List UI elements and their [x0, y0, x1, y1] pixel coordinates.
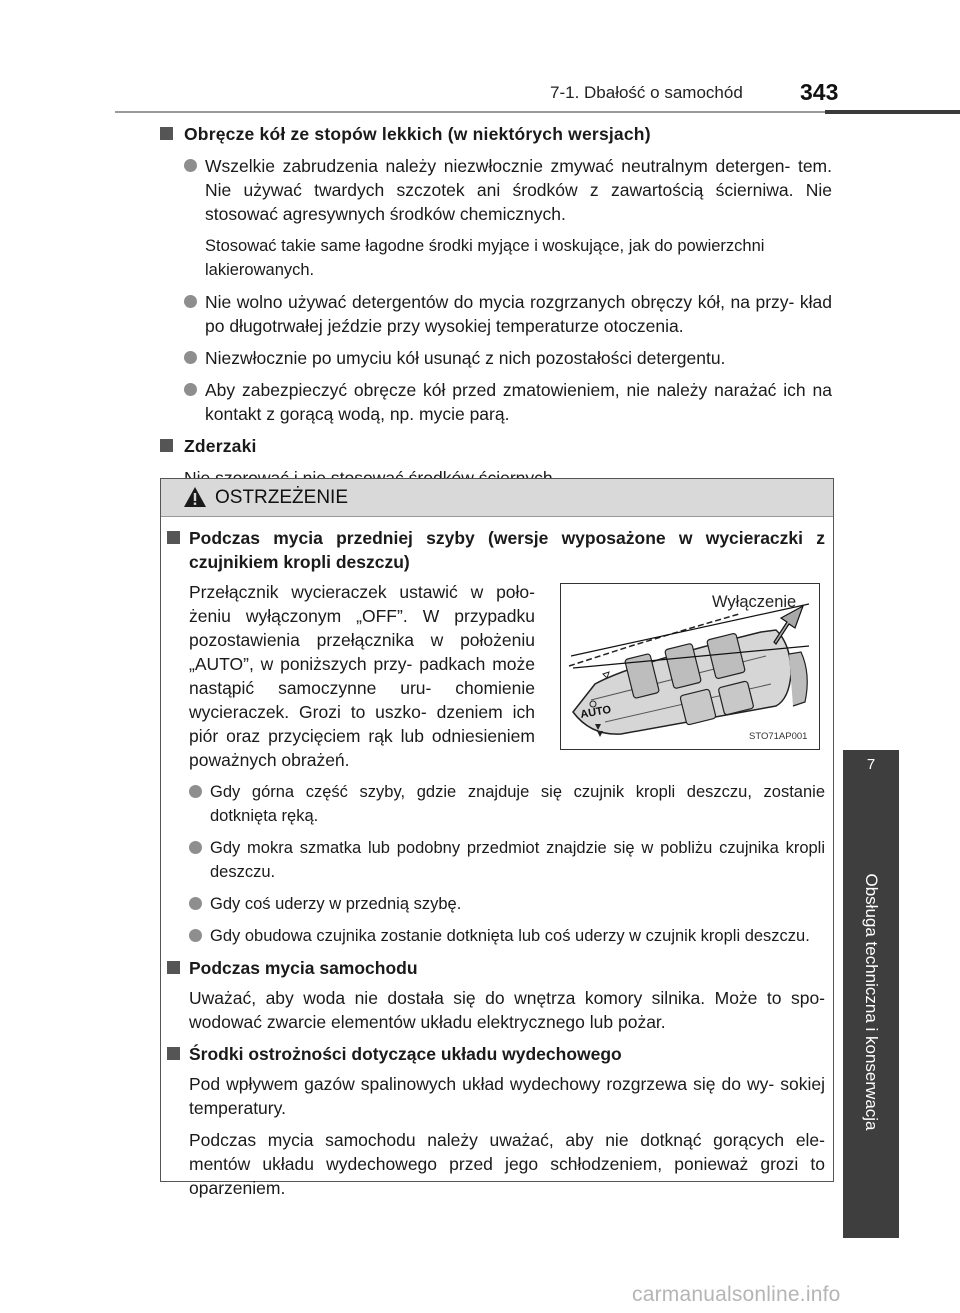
washing-text: Uważać, aby woda nie dostała się do wnętrza komory silnika. Może to spo- wodować zwarcie elementów układu elektrycznego lub pożar.	[189, 988, 825, 1032]
warning-heading-washing: Podczas mycia samochodu	[165, 956, 825, 980]
header-rule	[115, 111, 825, 113]
square-bullet-icon	[167, 961, 180, 974]
section-title: 7-1. Dbałość o samochód	[550, 83, 743, 102]
list-item: Aby zabezpieczyć obręcze kół przed zmatowieniem, nie należy narażać ich na kontakt z gorącą wodą, np. mycie parą.	[160, 378, 832, 426]
windshield-intro: Przełącznik wycieraczek ustawić w poło- żeniu wyłączonym „OFF”. W przypadku pozostawienia przełącznika w położeniu „AUTO”, w poniższych przy- padkach może nastąpić samoczynne uru- chomienie wycieraczek. Grozi to uszko- dzeniem ich piór oraz przycięciem rąk lub odniesieniem poważnych obrażeń.	[189, 582, 535, 770]
list-item: Gdy mokra szmatka lub podobny przedmiot znajdzie się w pobliżu czujnika kropli deszczu.	[165, 836, 825, 884]
page-number: 343	[800, 79, 839, 105]
exhaust-text-2: Podczas mycia samochodu należy uważać, aby nie dotknąć gorących ele- mentów układu wydechowego przed jego schłodzeniem, ponieważ grozi to oparzeniem.	[189, 1130, 825, 1198]
circle-bullet-icon	[189, 897, 202, 910]
warning-icon	[183, 486, 207, 508]
square-bullet-icon	[160, 439, 173, 452]
circle-bullet-icon	[184, 383, 197, 396]
list-item: Wszelkie zabrudzenia należy niezwłocznie zmywać neutralnym detergen- tem. Nie używać twardych szczotek ani środków z zawartością ścierniwa. Nie stosować agresywnych środków chemicznych.	[160, 154, 832, 226]
circle-bullet-icon	[184, 295, 197, 308]
circle-bullet-icon	[189, 785, 202, 798]
warning-title: OSTRZEŻENIE	[215, 487, 349, 508]
wiper-switch-figure	[560, 583, 820, 750]
warning-heading-windshield: Podczas mycia przedniej szyby (wersje wyposażone w wycieraczki z czujnikiem kropli deszczu)	[165, 526, 825, 574]
warning-title-bar	[161, 479, 833, 517]
list-item: Gdy coś uderzy w przednią szybę.	[165, 892, 825, 916]
list-item: Nie wolno używać detergentów do mycia rozgrzanych obręczy kół, na przy- kład po długotrwałej jeździe przy wysokiej temperaturze otoczenia.	[160, 290, 832, 338]
circle-bullet-icon	[184, 159, 197, 172]
main-content	[160, 122, 832, 498]
figure-code: STO71AP001	[749, 731, 808, 742]
section-heading-bumpers: Zderzaki	[160, 434, 832, 458]
square-bullet-icon	[160, 127, 173, 140]
figure-label-off: Wyłączenie	[712, 593, 797, 611]
square-bullet-icon	[167, 531, 180, 544]
circle-bullet-icon	[184, 351, 197, 364]
page-header	[0, 0, 960, 120]
circle-bullet-icon	[189, 841, 202, 854]
auto-label-text: AUTO	[579, 703, 613, 721]
circle-bullet-icon	[189, 929, 202, 942]
header-rule-accent	[825, 110, 960, 114]
list-item: Gdy górna część szyby, gdzie znajduje się czujnik kropli deszczu, zostanie dotknięta ręką.	[165, 780, 825, 828]
list-item: Gdy obudowa czujnika zostanie dotknięta lub coś uderzy w czujnik kropli deszczu.	[165, 924, 825, 948]
square-bullet-icon	[167, 1047, 180, 1060]
warning-heading-exhaust: Środki ostrożności dotyczące układu wydechowego	[165, 1042, 825, 1066]
list-item: Niezwłocznie po umyciu kół usunąć z nich pozostałości detergentu.	[160, 346, 832, 370]
chapter-number: 7	[866, 756, 876, 773]
note-text: Stosować takie same łagodne środki myjące i woskujące, jak do powierzchni lakierowanych.	[205, 237, 765, 279]
section-heading-wheels: Obręcze kół ze stopów lekkich (w niektórych wersjach)	[160, 122, 832, 146]
watermark: carmanualsonline.info	[632, 1283, 841, 1306]
exhaust-text-1: Pod wpływem gazów spalinowych układ wydechowy rozgrzewa się do wy- sokiej temperatury.	[189, 1074, 825, 1118]
chapter-label-text: Obsługa techniczna i konserwacja	[862, 873, 881, 1131]
